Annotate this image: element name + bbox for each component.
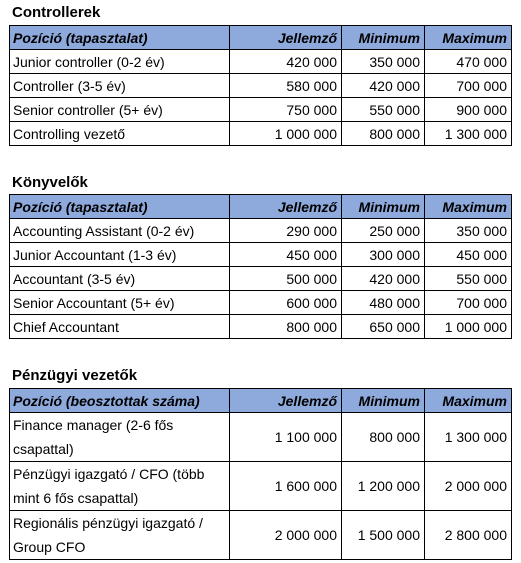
cell-minimum: 1 500 000 (342, 511, 425, 560)
cell-maximum: 1 000 000 (425, 315, 512, 339)
cell-maximum: 700 000 (425, 291, 512, 315)
table-row (10, 50, 512, 74)
cell-position: Regionális pénzügyi igazgató / Group CFO (10, 511, 230, 560)
table-row (10, 98, 512, 122)
cell-minimum: 550 000 (342, 98, 425, 122)
cell-minimum: 650 000 (342, 315, 425, 339)
cell-position: Accountant (3-5 év) (10, 267, 230, 291)
header-minimum: Minimum (342, 389, 425, 413)
header-maximum: Maximum (425, 389, 512, 413)
header-position: Pozíció (tapasztalat) (10, 195, 230, 219)
cell-maximum: 900 000 (425, 98, 512, 122)
cell-minimum: 250 000 (342, 219, 425, 243)
cell-position: Junior Accountant (1-3 év) (10, 243, 230, 267)
cell-position: Controller (3-5 év) (10, 74, 230, 98)
cell-position: Senior Accountant (5+ év) (10, 291, 230, 315)
table-row (10, 74, 512, 98)
header-typical: Jellemző (230, 26, 342, 50)
table-row (10, 267, 512, 291)
header-typical: Jellemző (230, 389, 342, 413)
section-title-controllerek: Controllerek (12, 4, 101, 21)
cell-typical: 580 000 (230, 74, 342, 98)
cell-maximum: 2 000 000 (425, 462, 512, 511)
table-header-row (10, 195, 512, 219)
cell-minimum: 800 000 (342, 413, 425, 462)
header-maximum: Maximum (425, 195, 512, 219)
cell-maximum: 700 000 (425, 74, 512, 98)
section-title-konyvelok: Könyvelők (12, 174, 88, 191)
cell-minimum: 480 000 (342, 291, 425, 315)
cell-typical: 750 000 (230, 98, 342, 122)
table-row (10, 122, 512, 146)
cell-position: Controlling vezető (10, 122, 230, 146)
table-row (10, 219, 512, 243)
table-row (10, 462, 512, 511)
cell-position: Finance manager (2-6 fős csapattal) (10, 413, 230, 462)
cell-minimum: 350 000 (342, 50, 425, 74)
table-row (10, 413, 512, 462)
table-row (10, 315, 512, 339)
cell-typical: 1 600 000 (230, 462, 342, 511)
cell-position: Accounting Assistant (0-2 év) (10, 219, 230, 243)
table-penzugyi-vezetok (9, 388, 512, 560)
cell-minimum: 420 000 (342, 74, 425, 98)
cell-position: Senior controller (5+ év) (10, 98, 230, 122)
table-konyvelok (9, 194, 512, 339)
cell-typical: 420 000 (230, 50, 342, 74)
cell-position: Pénzügyi igazgató / CFO (több mint 6 fős csapattal) (10, 462, 230, 511)
cell-maximum: 2 800 000 (425, 511, 512, 560)
cell-typical: 1 000 000 (230, 122, 342, 146)
table-header-row (10, 26, 512, 50)
cell-maximum: 450 000 (425, 243, 512, 267)
cell-typical: 450 000 (230, 243, 342, 267)
table-row (10, 243, 512, 267)
header-minimum: Minimum (342, 26, 425, 50)
header-position: Pozíció (tapasztalat) (10, 26, 230, 50)
cell-typical: 600 000 (230, 291, 342, 315)
header-maximum: Maximum (425, 26, 512, 50)
cell-maximum: 1 300 000 (425, 413, 512, 462)
cell-typical: 500 000 (230, 267, 342, 291)
cell-typical: 800 000 (230, 315, 342, 339)
table-controllerek (9, 25, 512, 146)
table-header-row (10, 389, 512, 413)
header-minimum: Minimum (342, 195, 425, 219)
cell-typical: 290 000 (230, 219, 342, 243)
cell-position: Junior controller (0-2 év) (10, 50, 230, 74)
cell-maximum: 550 000 (425, 267, 512, 291)
section-title-penzugyi-vezetok: Pénzügyi vezetők (12, 367, 138, 384)
table-row (10, 291, 512, 315)
cell-maximum: 470 000 (425, 50, 512, 74)
cell-maximum: 1 300 000 (425, 122, 512, 146)
cell-minimum: 300 000 (342, 243, 425, 267)
cell-typical: 1 100 000 (230, 413, 342, 462)
table-row (10, 511, 512, 560)
cell-minimum: 1 200 000 (342, 462, 425, 511)
header-position: Pozíció (beosztottak száma) (10, 389, 230, 413)
cell-position: Chief Accountant (10, 315, 230, 339)
cell-minimum: 800 000 (342, 122, 425, 146)
cell-maximum: 350 000 (425, 219, 512, 243)
cell-minimum: 420 000 (342, 267, 425, 291)
cell-typical: 2 000 000 (230, 511, 342, 560)
header-typical: Jellemző (230, 195, 342, 219)
